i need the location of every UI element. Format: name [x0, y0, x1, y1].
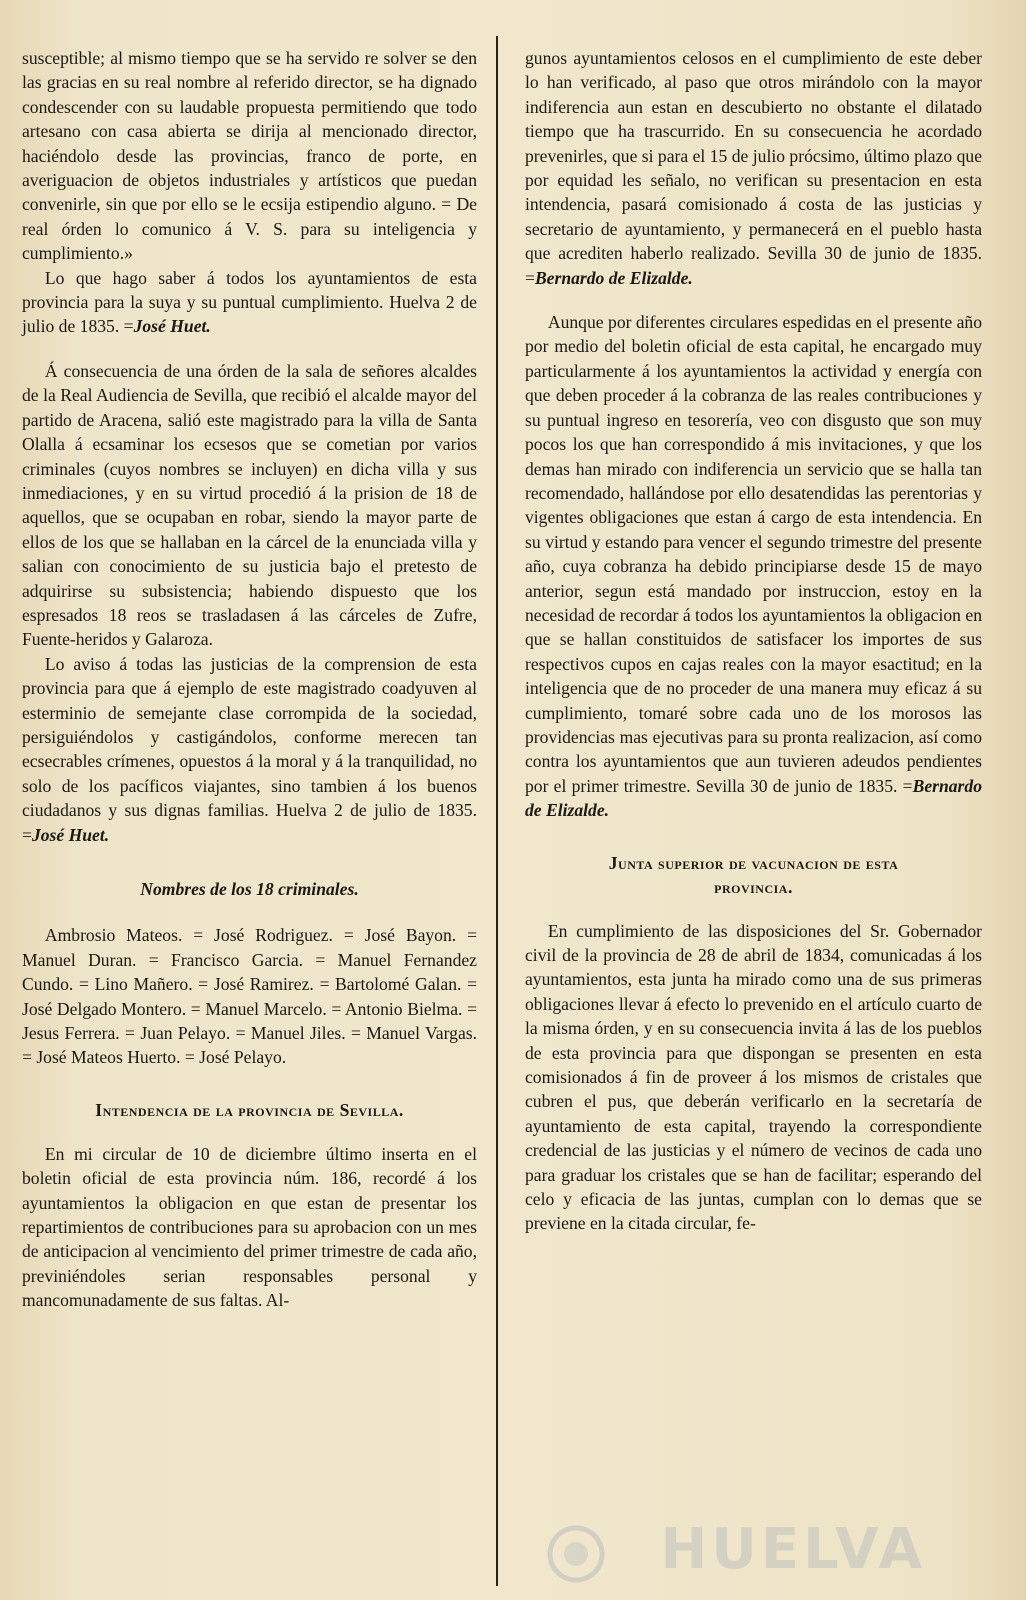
right-paragraph-1	[525, 46, 982, 290]
left-paragraph-5: En mi circular de 10 de diciembre último inserta en el boletin oficial de esta provincia núm. 186, recordé á los ayuntamientos la obligacion en que estan de presentar los repartimientos de contribuciones para su aprobacion con un mes de anticipacion al vencimiento del primer trimestre de cada año, previniéndoles serian responsables personal y mancomunadamente de sus faltas. Al-	[22, 1143, 477, 1311]
right-column	[525, 46, 982, 1580]
column-divider	[496, 36, 498, 1586]
criminals-list: Ambrosio Mateos. = José Rodriguez. = José Bayon. = Manuel Duran. = Francisco Garcia. = Manuel Fernandez Cundo. = Lino Mañero. = José Ramirez. = Bartolomé Galan. = José Delgado Montero. = Manuel Marcelo. = Antonio Bielma. = Jesus Ferrera. = Juan Pelayo. = Manuel Jiles. = Manuel Vargas. = José Mateos Huerto. = José Pelayo.	[22, 925, 477, 1068]
criminals-section-title: Nombres de los 18 criminales.	[140, 879, 359, 899]
junta-section-title	[525, 851, 982, 899]
signature-jose-huet-1: José Huet.	[133, 316, 211, 337]
right-paragraph-1-text: gunos ayuntamientos celosos en el cumplimiento de este deber lo han verificado, al paso que otros mirándolo con la mayor indiferencia aun estan en descubierto no obstante el dilatado tiempo que ha trascurrido. En su consecuencia he acordado prevenirles, que si para el 15 de julio prócsimo, último plazo que por equidad les señalo, no verifican su presentacion en esta intendencia, pasará comisionado á costa de las justicias y secretario de ayuntamiento, y permanecerá en el pueblo hasta que acrediten haberlo realizado. Sevilla 30 de junio de 1835. =	[525, 48, 982, 288]
left-paragraph-3: Á consecuencia de una órden de la sala de señores alcaldes de la Real Audiencia de Sevilla, que recibió el alcalde mayor del partido de Aracena, salió este magistrado para la villa de Santa Olalla á ecsaminar los ecsesos que se cometian por varios criminales (cuyos nombres se incluyen) en dicha villa y sus inmediaciones, y en su virtud procedió á la prision de 18 de aquellos, que se ocupaban en robar, siendo la mayor parte de ellos de los que se hallaban en la cárcel de la enunciada villa y salian con conocimiento de su justicia bajo el pretesto de adquirirse su subsistencia; habiendo dispuesto que los espresados 18 reos se trasladasen á las cárceles de Zufre, Fuente-heridos y Galaroza.	[22, 360, 477, 650]
left-column	[22, 46, 477, 1580]
right-paragraph-3: En cumplimiento de las disposiciones del Sr. Gobernador civil de la provincia de 28 de abril de 1834, comunicadas á los ayuntamientos, esta junta ha mirado como una de sus primeras obligaciones llevar á efecto lo prevenido en el artículo cuarto de la misma órden, y en su consecuencia invita á las de los pueblos de esta provincia para que dispongan se presenten en esta comisionados á fin de proveer á los mismos de cristales que cubren el pus, que deberán verificarlo en la secretaría de ayuntamiento de esta capital, trayendo la correspondiente credencial de las justicias y el número de vecinos de cada uno para graduar los cristales que se han de facilitar; esperando del celo y eficacia de las juntas, cumplan con lo demas que se previene en la citada circular, fe-	[525, 920, 982, 1234]
left-paragraph-4	[22, 652, 477, 847]
left-paragraph-2-text: Lo que hago saber á todos los ayuntamientos de esta provincia para la suya y su puntual cumplimiento. Huelva 2 de julio de 1835. =	[22, 267, 477, 337]
left-paragraph-4-text: Lo aviso á todas las justicias de la comprension de esta provincia para que á ejemplo de este magistrado coadyuven al esterminio de semejante clase corrompida de la sociedad, persiguiéndolos y castigándolos, conforme merecen tan ecsecrables crímenes, opuestos á la moral y á la tranquilidad, no solo de los pacíficos viajantes, sino tambien á los buenos ciudadanos y sus dignas familias. Huelva 2 de julio de 1835. =	[22, 653, 477, 845]
left-paragraph-1: susceptible; al mismo tiempo que se ha servido re solver se den las gracias en su real nombre al referido director, se ha dignado condescender con su laudable propuesta permitiendo que todo artesano con casa abierta se dirija al mencionado director, haciéndolo desde las provincias, franco de porte, en averiguacion de objetos industriales y artísticos que puedan convenirle, sin que por ello se le ecsija estipendio alguno. = De real órden lo comunico á V. S. para su inteligencia y cumplimiento.»	[22, 48, 477, 264]
right-paragraph-2	[525, 310, 982, 823]
intendencia-section-title: Intendencia de la provincia de Sevilla.	[95, 1099, 404, 1120]
junta-title-line-2: provincia.	[714, 876, 793, 897]
watermark-text: HUELVA	[660, 1517, 926, 1582]
junta-title-line-1: Junta superior de vacunacion de esta	[608, 852, 899, 873]
signature-elizalde-2: Bernardo de Elizalde.	[525, 775, 982, 821]
left-paragraph-2	[22, 266, 477, 339]
right-paragraph-2-text: Aunque por diferentes circulares espedidas en el presente año por medio del boletin oficial de esta capital, he encargado muy particularmente á los ayuntamientos la actividad y energía con que deben proceder á la cobranza de las reales contribuciones y su puntual ingreso en tesorería, veo con disgusto que son muy pocos los que han correspondido á mis invitaciones, y que los demas han mirado con indiferencia un servicio que se halla tan recomendado, hallándose por ello desatendidas las perentorias y vigentes obligaciones que estan á cargo de esta intendencia. En su virtud y estando para vencer el segundo trimestre del presente año, cuya cobranza ha debido principiarse desde 15 de mayo anterior, segun está mandado por instruccion, estoy en la necesidad de recordar á todos los ayuntamientos la obligacion en que se hallan constituidos de satisfacer los importes de sus respectivos cupos en cajas reales con la mayor esactitud; en la inteligencia que de no proceder de una manera muy eficaz á su cumplimiento, tomaré sobre cada uno de los morosos las providencias mas ejecutivas para su pronta realizacion, así como contra los ayuntamientos que aun tuvieren adeudos pendientes por el primer trimestre. Sevilla 30 de junio de 1835. =	[525, 312, 982, 796]
signature-elizalde-1: Bernardo de Elizalde.	[534, 267, 693, 288]
signature-jose-huet-2: José Huet.	[31, 824, 110, 845]
